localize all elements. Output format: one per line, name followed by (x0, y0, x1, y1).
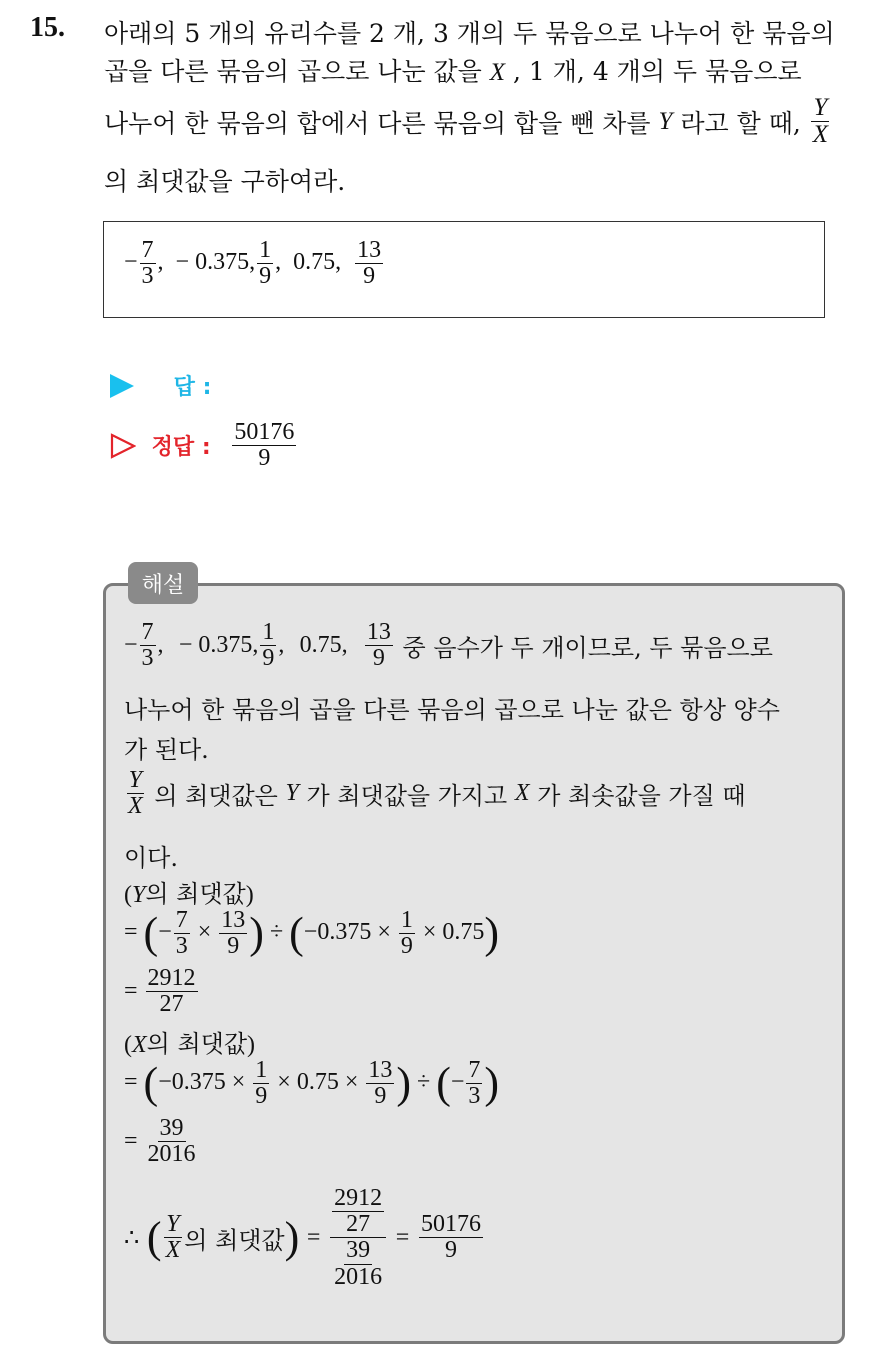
fraction-y-over-x: $\frac{Y}{X}$ (165, 1211, 181, 1264)
y-max-equation: = (− $\frac{7}{3}$ × $\frac{13}{9}$ ) ÷ (−0.375 × $\frac{1}{9}$ × 0.75) (124, 907, 500, 960)
var-y: Y (132, 882, 146, 908)
final-answer-fraction: $\frac{50176}{9}$ (420, 1211, 481, 1264)
comma: , (275, 249, 282, 276)
equals: = (306, 1224, 321, 1251)
label-text: 의 최댓값 (145, 880, 246, 908)
fraction-1-9: $\frac{1}{9}$ (255, 1057, 268, 1110)
fraction-y-over-x: $\frac{Y}{X}$ (128, 767, 143, 820)
times: × (197, 919, 212, 946)
solution-line-3: 가 된다. (124, 736, 209, 764)
correct-answer-fraction: $\frac{50176}{9}$ (234, 419, 295, 472)
fraction-7-3: $\frac{7}{3}$ (141, 237, 154, 290)
equals: = (124, 1128, 138, 1155)
var-x: X (514, 780, 530, 807)
outline-triangle-icon (110, 433, 136, 459)
comma: , (157, 249, 164, 276)
equals: = (124, 978, 138, 1005)
question-line-4: 의 최댓값을 구하여라. (104, 167, 346, 196)
question-text: 라고 할 때, (680, 108, 801, 138)
number-075: 0.75, (293, 249, 342, 276)
var-x: X (132, 1032, 147, 1058)
x-max-equation: = (−0.375 × $\frac{1}{9}$ × 0.75 × $\frac{13}{9}$ ) ÷ (− $\frac{7}{3}$ ) (124, 1057, 500, 1110)
fraction-39-2016: $\frac{39}{2016}$ (147, 1115, 196, 1168)
expr-text: × 0.75 (422, 919, 485, 946)
fraction-7-3: $\frac{7}{3}$ (141, 619, 154, 672)
x-max-result (124, 1116, 200, 1167)
correct-answer-row (110, 420, 298, 471)
fraction-13-9: $\frac{13}{9}$ (357, 237, 382, 290)
fraction-1-9: $\frac{1}{9}$ (400, 907, 413, 960)
fraction-2912-27: $\frac{2912}{27}$ (147, 965, 196, 1018)
equals: = (124, 1069, 138, 1096)
expr-text: −0.375 × (158, 1069, 246, 1096)
fraction-y-over-x: $\frac{Y}{X}$ (812, 94, 829, 149)
fraction-7-3: $\frac{7}{3}$ (468, 1057, 481, 1110)
label-text: 의 최댓값 (184, 1226, 285, 1255)
solution-line-2: 나누어 한 묶음의 곱을 다른 묶음의 곱으로 나눈 값은 항상 양수 (124, 696, 780, 724)
expr-text: × 0.75 × (277, 1069, 359, 1096)
therefore-symbol: ∴ (124, 1225, 140, 1252)
solution-line-4 (124, 768, 746, 819)
fraction-13-9: $\frac{13}{9}$ (368, 1057, 393, 1110)
question-number: 15. (30, 12, 65, 43)
solution-text: 중 음수가 두 개이므로, 두 묶음으로 (402, 634, 773, 663)
question-line-1: 아래의 5 개의 유리수를 2 개, 3 개의 두 묶음으로 나누어 한 묶음의 (104, 19, 835, 48)
number-075: 0.75, (299, 632, 348, 659)
play-triangle-icon (110, 374, 134, 398)
solution-text: 가 최댓값을 가지고 (306, 782, 508, 811)
solution-text: 가 최솟값을 가질 때 (537, 782, 746, 811)
equals: = (395, 1224, 410, 1251)
question-text: 곱을 다른 묶음의 곱으로 나눈 값을 (104, 57, 482, 86)
question-line-2 (104, 52, 802, 88)
question-line-3 (104, 95, 832, 149)
fraction-13-9: $\frac{13}{9}$ (221, 907, 246, 960)
final-equation: ∴ ( $\frac{Y}{X}$ 의 최댓값) = $\frac{\frac{2912}{27}}{\frac{39}{2016}}$ = $\frac{50176}{9}$ (124, 1185, 481, 1290)
solution-text: 의 최댓값은 (154, 782, 278, 811)
comma: , (157, 632, 164, 659)
expr-text: −0.375 × (303, 919, 391, 946)
number-neg-0375: − 0.375, (178, 632, 259, 659)
solution-line-5: 이다. (124, 844, 178, 872)
complex-fraction: $\frac{\frac{2912}{27}}{\frac{39}{2016}}$ (330, 1186, 386, 1290)
var-x: X (489, 59, 506, 86)
minus-sign: − (450, 1069, 465, 1096)
comma: , (278, 632, 285, 659)
label-text: 의 최댓값 (146, 1030, 248, 1058)
minus-sign: − (124, 249, 138, 276)
answer-label: 답 : (173, 375, 212, 400)
minus-sign: − (158, 919, 172, 946)
solution-line-1 (124, 620, 773, 671)
equals: = (124, 919, 138, 946)
divide: ÷ (269, 919, 284, 946)
question-text: 나누어 한 묶음의 합에서 다른 묶음의 합을 뺀 차를 (104, 108, 651, 138)
minus-sign: − (124, 632, 138, 659)
divide: ÷ (417, 1069, 431, 1096)
question-text: , 1 개, 4 개의 두 묶음으로 (513, 57, 802, 86)
solution-tag: 해설 (128, 562, 198, 604)
y-max-result (124, 966, 200, 1017)
fraction-7-3: $\frac{7}{3}$ (175, 907, 188, 960)
correct-answer-label: 정답 : (151, 435, 211, 461)
var-y: Y (285, 780, 299, 807)
numbers-list (124, 238, 385, 289)
var-y: Y (658, 107, 673, 135)
y-max-heading: (Y의 최댓값) (124, 880, 254, 908)
fraction-1-9: $\frac{1}{9}$ (259, 237, 272, 290)
fraction-1-9: $\frac{1}{9}$ (262, 619, 275, 672)
number-neg-0375: − 0.375, (175, 249, 256, 276)
fraction-13-9: $\frac{13}{9}$ (366, 619, 391, 672)
x-max-heading: (X의 최댓값) (124, 1030, 256, 1058)
answer-row (110, 370, 211, 401)
